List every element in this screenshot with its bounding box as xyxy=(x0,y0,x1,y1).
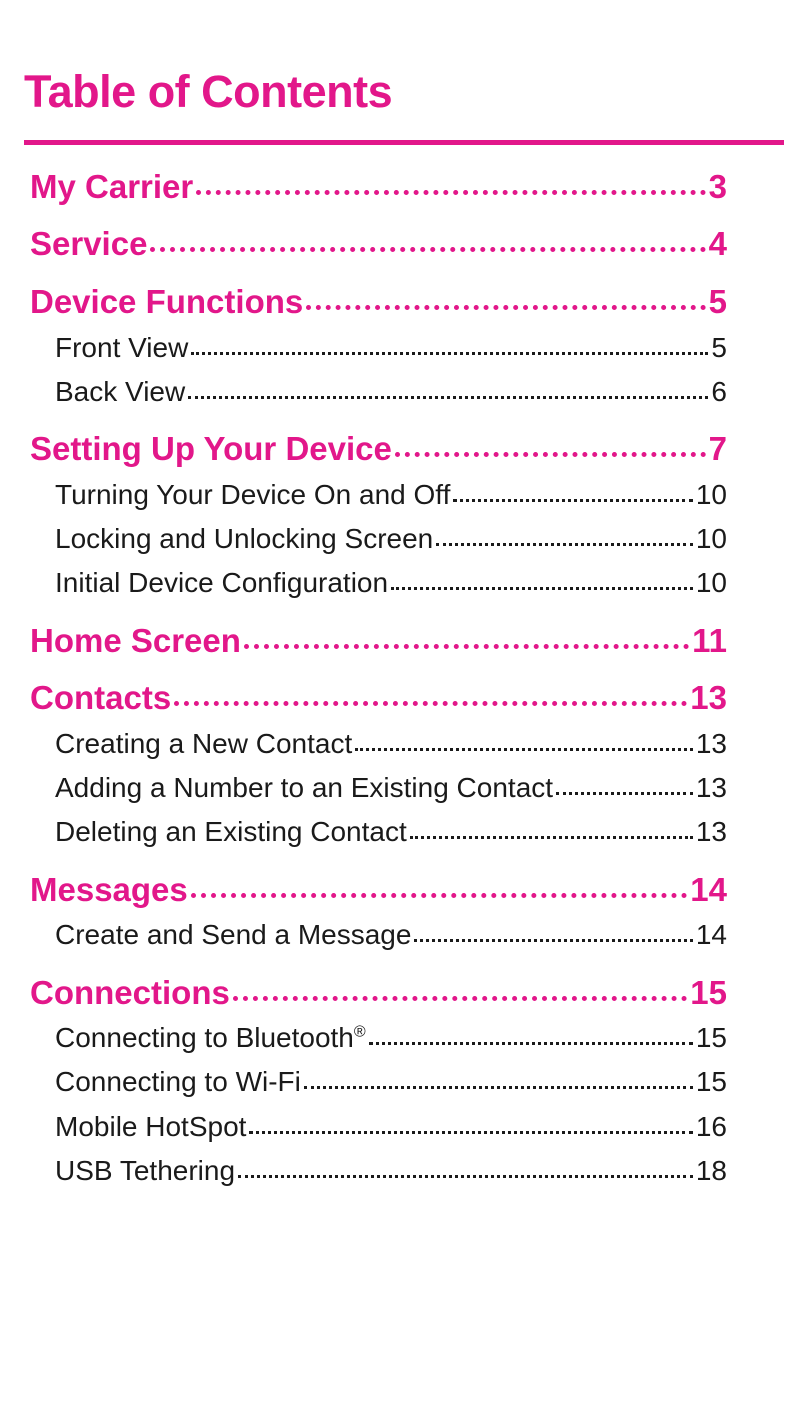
dot-leader xyxy=(395,419,706,457)
toc-page-number: 11 xyxy=(692,622,727,659)
toc-page-number: 13 xyxy=(695,772,727,803)
toc-page-number: 7 xyxy=(708,430,727,467)
toc-page-number: 13 xyxy=(690,679,727,716)
dot-leader xyxy=(556,764,693,795)
toc-page-number: 15 xyxy=(695,1066,727,1097)
toc-label: Locking and Unlocking Screen xyxy=(55,523,434,554)
dot-leader xyxy=(191,860,688,898)
toc-label: Service xyxy=(30,225,148,262)
toc-section-connections[interactable] xyxy=(30,966,727,1018)
registered-mark: ® xyxy=(353,1023,366,1041)
toc-section-device-functions[interactable] xyxy=(30,275,727,327)
toc-label: Connecting to Wi-Fi xyxy=(55,1066,301,1097)
toc-item-usb-tethering[interactable] xyxy=(55,1149,727,1193)
toc-item-wifi[interactable] xyxy=(55,1060,727,1104)
toc-item-front-view[interactable] xyxy=(55,326,727,370)
toc-item-initial-configuration[interactable] xyxy=(55,561,727,605)
toc-label: My Carrier xyxy=(30,168,194,205)
dot-leader xyxy=(244,611,689,649)
toc-page-number: 6 xyxy=(711,376,727,407)
toc-page-number: 16 xyxy=(695,1111,727,1142)
toc-page-number: 3 xyxy=(708,168,727,205)
toc-label: Connections xyxy=(30,974,230,1011)
toc-label: Device Functions xyxy=(30,283,304,320)
toc-section-my-carrier[interactable] xyxy=(30,160,727,212)
toc-page-number: 10 xyxy=(695,523,727,554)
dot-leader xyxy=(369,1014,693,1045)
dot-leader xyxy=(436,515,693,546)
toc-label: Back View xyxy=(55,376,186,407)
dot-leader xyxy=(304,1058,693,1089)
toc-item-bluetooth[interactable] xyxy=(55,1016,727,1060)
toc-label: Creating a New Contact xyxy=(55,728,353,759)
toc-section-home-screen[interactable] xyxy=(30,614,727,666)
toc-section-service[interactable] xyxy=(30,217,727,269)
toc-page-number: 15 xyxy=(690,974,727,1011)
toc-label: Setting Up Your Device xyxy=(30,430,392,467)
toc-label: Deleting an Existing Contact xyxy=(55,816,407,847)
dot-leader xyxy=(196,157,705,195)
toc-page-number: 14 xyxy=(695,919,727,950)
dot-leader xyxy=(306,272,705,310)
toc-label: Messages xyxy=(30,871,188,908)
toc-label: Create and Send a Message xyxy=(55,919,412,950)
toc-item-back-view[interactable] xyxy=(55,370,727,414)
dot-leader xyxy=(188,368,708,399)
toc-page-number: 13 xyxy=(695,816,727,847)
dot-leader xyxy=(233,963,687,1001)
toc-label: Contacts xyxy=(30,679,172,716)
dot-leader xyxy=(410,808,693,839)
dot-leader xyxy=(391,559,693,590)
toc-page-number: 4 xyxy=(708,225,727,262)
toc-label: USB Tethering xyxy=(55,1155,236,1186)
toc-section-setting-up[interactable] xyxy=(30,422,727,474)
dot-leader xyxy=(453,471,692,502)
toc-page-number: 14 xyxy=(690,871,727,908)
toc-page-number: 5 xyxy=(711,332,727,363)
toc-page-number: 13 xyxy=(695,728,727,759)
dot-leader xyxy=(150,214,705,252)
toc-label: Initial Device Configuration xyxy=(55,567,389,598)
toc-section-messages[interactable] xyxy=(30,863,727,915)
toc-label-text: Connecting to Bluetooth xyxy=(55,1022,354,1053)
toc-section-contacts[interactable] xyxy=(30,671,727,723)
toc-item-creating-contact[interactable] xyxy=(55,722,727,766)
toc-label: Front View xyxy=(55,332,189,363)
dot-leader xyxy=(238,1147,693,1178)
dot-leader xyxy=(249,1103,692,1134)
toc-label: Turning Your Device On and Off xyxy=(55,479,451,510)
toc-label: Adding a Number to an Existing Contact xyxy=(55,772,554,803)
page-title: Table of Contents xyxy=(24,66,393,117)
dot-leader xyxy=(191,324,708,355)
toc-page-number: 10 xyxy=(695,567,727,598)
toc-page-number: 15 xyxy=(695,1022,727,1053)
toc-item-locking-unlocking[interactable] xyxy=(55,517,727,561)
toc-label xyxy=(55,1016,366,1060)
toc-label: Mobile HotSpot xyxy=(55,1111,247,1142)
toc-item-deleting-contact[interactable] xyxy=(55,810,727,854)
dot-leader xyxy=(414,911,692,942)
toc-item-turning-on-off[interactable] xyxy=(55,473,727,517)
dot-leader xyxy=(174,668,687,706)
toc-item-create-message[interactable] xyxy=(55,913,727,957)
toc-item-adding-number[interactable] xyxy=(55,766,727,810)
toc-label: Home Screen xyxy=(30,622,241,659)
toc-page-number: 10 xyxy=(695,479,727,510)
toc-item-hotspot[interactable] xyxy=(55,1105,727,1149)
dot-leader xyxy=(355,720,693,751)
toc-page-number: 18 xyxy=(695,1155,727,1186)
toc-page-number: 5 xyxy=(708,283,727,320)
